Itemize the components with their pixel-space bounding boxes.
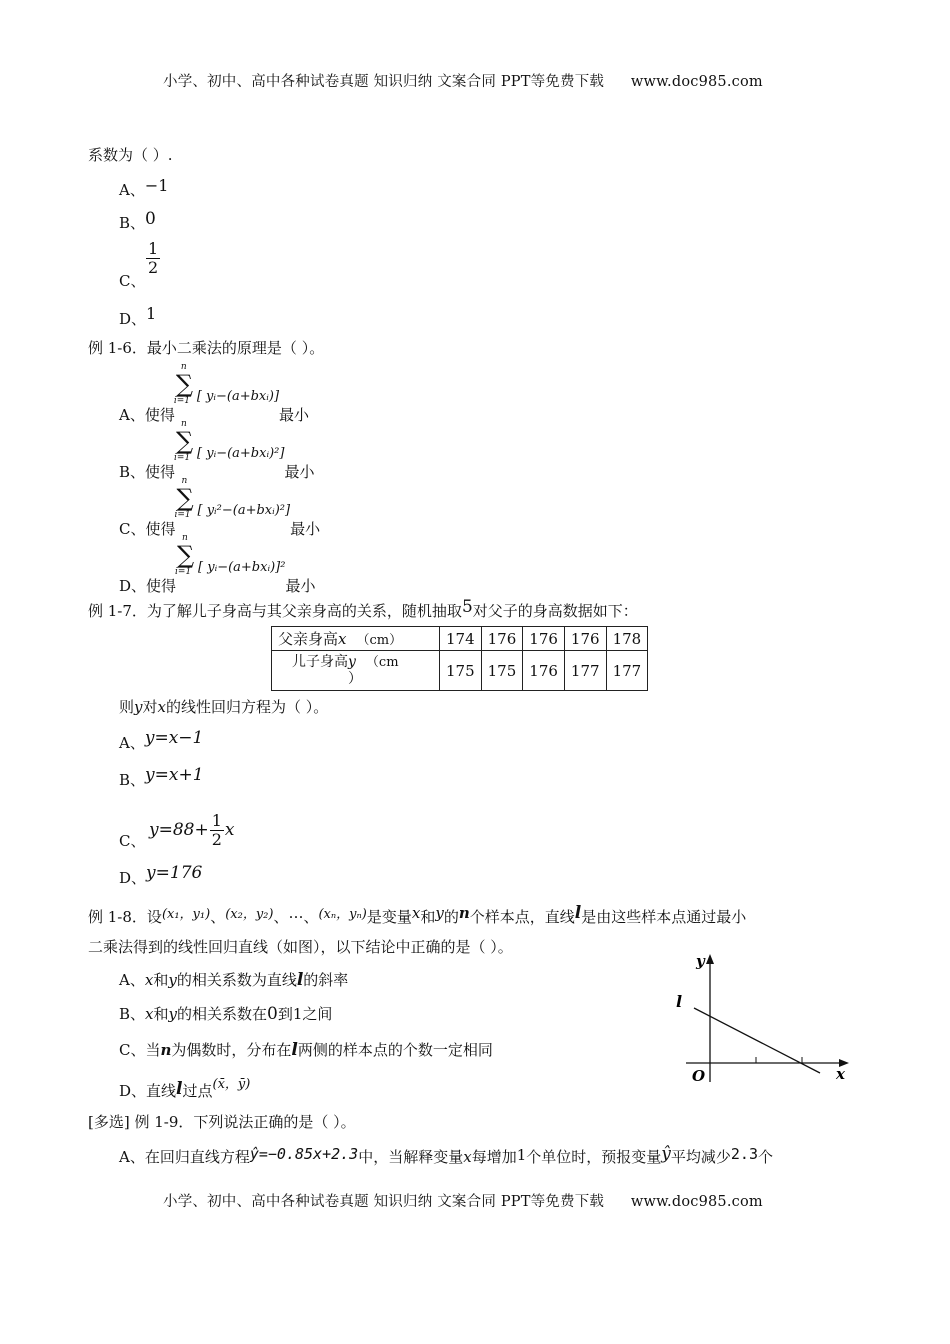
- option-value: 1: [146, 304, 157, 323]
- footer-url: www.doc985.com: [630, 1194, 763, 1210]
- var-y: y: [168, 971, 177, 989]
- q16-option-a: [119, 362, 310, 424]
- row-var: y: [348, 653, 356, 670]
- q18-option-c: [119, 1039, 493, 1060]
- q18-option-d: [119, 1072, 251, 1100]
- table-cell: 175: [481, 651, 523, 691]
- q16-stem: 例 1-6．最小二乘法的原理是（ ）。: [88, 339, 325, 357]
- text: 到: [277, 1005, 293, 1023]
- var-x: x: [157, 698, 166, 716]
- q18-stem-line1: [88, 902, 747, 926]
- var-l: l: [291, 1040, 298, 1060]
- text: 两侧的样本点的个数一定相同: [297, 1041, 493, 1059]
- value: 2.3: [730, 1145, 758, 1163]
- option-expression: [149, 812, 235, 849]
- var-y: y: [134, 698, 143, 716]
- sum-upper: n: [180, 362, 187, 372]
- row-label: 父亲身高: [278, 630, 339, 648]
- option-label: C、: [119, 272, 146, 290]
- text: 过点: [182, 1082, 213, 1100]
- var-y-hat: ŷ: [661, 1144, 671, 1164]
- var-n: n: [160, 1041, 172, 1059]
- sample-count: 5: [461, 597, 473, 617]
- fraction: [146, 240, 160, 277]
- q17-ask: [119, 696, 328, 717]
- text: 的相关系数在: [177, 1005, 268, 1023]
- sum-upper: n: [181, 419, 187, 429]
- separator: 、: [273, 908, 289, 926]
- var-x: x: [144, 971, 154, 989]
- separator: 、: [210, 908, 226, 926]
- mean-point: (x̄，ȳ): [212, 1077, 251, 1092]
- sum-lower: i=1: [174, 510, 191, 520]
- option-suffix: 最小: [284, 463, 315, 481]
- text: 之间: [302, 1005, 333, 1023]
- fraction: [210, 812, 224, 849]
- q15-stem-tail: 系数为（ ）.: [88, 146, 173, 164]
- q18-stem-line2: 二乘法得到的线性回归直线（如图），以下结论中正确的是（ ）。: [88, 938, 513, 956]
- q17-option-a: [119, 727, 204, 752]
- q17-stem: [88, 597, 638, 621]
- text: 每增加: [471, 1148, 517, 1166]
- text: 对: [142, 698, 158, 716]
- denominator: 2: [148, 258, 159, 277]
- table-cell: 175: [440, 651, 482, 691]
- regression-equation: ŷ=−0.85x+2.3: [249, 1145, 359, 1163]
- var-l: l: [296, 970, 304, 990]
- x-axis-label: x: [836, 1065, 845, 1083]
- table-cell: 177: [564, 651, 606, 691]
- var-l: l: [574, 903, 582, 923]
- q15-option-d: [119, 303, 157, 328]
- q19-stem: [多选] 例 1-9．下列说法正确的是（ ）。: [88, 1113, 356, 1131]
- denominator: 2: [211, 830, 222, 849]
- text: 的: [443, 908, 459, 926]
- option-label: A、: [119, 181, 145, 199]
- option-value: −1: [144, 176, 169, 195]
- point-n: (xₙ，yₙ): [318, 907, 367, 922]
- row-label: 儿子身高: [292, 653, 348, 670]
- text: B、: [119, 1005, 146, 1023]
- y-arrow: [706, 954, 714, 964]
- q17-option-c: [119, 802, 235, 850]
- numerator: 1: [211, 811, 222, 830]
- option-label: A、: [119, 734, 145, 752]
- q16-option-c: [119, 476, 321, 538]
- row-header: [272, 651, 440, 691]
- value-one: 1: [516, 1146, 527, 1164]
- var-x: x: [145, 1005, 154, 1023]
- summation: [173, 362, 197, 410]
- sum-symbol: ∑: [176, 484, 194, 512]
- sum-lower: i=1: [173, 396, 190, 406]
- page-footer: [163, 1190, 763, 1211]
- option-label: C、使得: [119, 520, 176, 538]
- q15-option-b: [119, 208, 156, 232]
- var-y: y: [435, 904, 444, 922]
- text: 例 1-8．设: [88, 908, 162, 926]
- option-label: D、: [119, 869, 147, 887]
- expr-post: x: [224, 820, 235, 840]
- row-unit: （cm）: [356, 633, 403, 648]
- q18-option-a: [119, 969, 348, 990]
- row-unit: （cm: [365, 654, 399, 670]
- expr-pre: y=88+: [149, 820, 209, 840]
- sum-expression: [ yᵢ−(a+bxᵢ)²]: [197, 446, 285, 461]
- text: 的线性回归方程为（ ）。: [165, 698, 329, 716]
- sum-symbol: ∑: [177, 541, 195, 569]
- q18-option-b: [119, 1003, 332, 1024]
- sum-expression: [ yᵢ−(a+bxᵢ)]: [196, 389, 280, 404]
- text: 的相关系数为直线: [176, 971, 297, 989]
- text: 的斜率: [303, 971, 349, 989]
- sum-symbol: ∑: [175, 370, 193, 398]
- q19-option-a: [119, 1146, 773, 1167]
- text: A、: [119, 971, 145, 989]
- option-suffix: 最小: [290, 520, 321, 538]
- table-row: [272, 651, 648, 691]
- footer-text: 小学、初中、高中各种试卷真题 知识归纳 文案合同 PPT等免费下载: [163, 1194, 605, 1210]
- line-label: l: [676, 992, 683, 1011]
- row-var: x: [338, 630, 347, 648]
- header-url: www.doc985.com: [630, 74, 763, 90]
- q15-option-c: [119, 239, 159, 290]
- text: 和: [420, 908, 436, 926]
- option-label: B、使得: [119, 463, 176, 481]
- sum-expression: [ yᵢ²−(a+bxᵢ)²]: [197, 503, 291, 518]
- ellipsis: …: [288, 904, 304, 922]
- header-text: 小学、初中、高中各种试卷真题 知识归纳 文案合同 PPT等免费下载: [163, 74, 605, 90]
- option-label: B、: [119, 771, 146, 789]
- value-zero: 0: [267, 1004, 278, 1024]
- var-x: x: [463, 1148, 472, 1166]
- sum-upper: n: [182, 533, 188, 543]
- point-1: (x₁，y₁): [161, 907, 211, 922]
- sum-expression: [ yᵢ−(a+bxᵢ)]²: [198, 560, 286, 575]
- text: 则: [119, 698, 135, 716]
- sum-lower: i=1: [174, 453, 191, 463]
- text: 中，当解释变量: [358, 1148, 464, 1166]
- table-cell: 178: [606, 627, 648, 651]
- text: A、在回归直线方程: [119, 1148, 250, 1166]
- row-header: [272, 627, 440, 651]
- option-suffix: 最小: [279, 406, 310, 424]
- numerator: 1: [148, 239, 159, 258]
- summation: [174, 476, 197, 524]
- q15-option-a: [119, 175, 169, 199]
- row-unit-close: ）: [348, 670, 362, 687]
- text: 和: [153, 971, 169, 989]
- summation: [175, 533, 198, 581]
- text: C、当: [119, 1041, 161, 1059]
- table-row: [272, 627, 648, 651]
- option-label: B、: [119, 214, 146, 232]
- option-value: 0: [145, 209, 156, 229]
- origin-label: O: [692, 1067, 706, 1085]
- option-expression: y=176: [146, 863, 203, 883]
- stem-part: 例 1-7．为了解儿子身高与其父亲身高的关系，随机抽取: [88, 602, 462, 620]
- option-expression: y=x+1: [145, 765, 204, 785]
- option-expression: y=x−1: [144, 728, 204, 748]
- table-cell: 176: [523, 627, 565, 651]
- summation: [174, 419, 197, 467]
- height-table: [271, 626, 648, 691]
- text: 平均减少: [670, 1148, 731, 1166]
- table-cell: 174: [440, 627, 482, 651]
- text: 是变量: [366, 908, 412, 926]
- text: D、直线: [119, 1082, 177, 1100]
- sum-upper: n: [181, 476, 188, 486]
- var-l: l: [176, 1079, 183, 1099]
- point-2: (x₂，y₂): [225, 907, 274, 922]
- table-cell: 176: [564, 627, 606, 651]
- value-one: 1: [292, 1005, 303, 1023]
- option-label: A、使得: [119, 406, 175, 424]
- q17-option-b: [119, 764, 204, 789]
- sum-symbol: ∑: [176, 427, 194, 455]
- q17-option-d: [119, 862, 203, 887]
- table-cell: 176: [523, 651, 565, 691]
- y-axis-label: y: [696, 952, 705, 970]
- page-header: [163, 70, 763, 91]
- text: 是由这些样本点通过最小: [581, 908, 747, 926]
- text: 和: [153, 1005, 169, 1023]
- option-label: D、: [119, 310, 147, 328]
- text: 为偶数时，分布在: [171, 1041, 292, 1059]
- table-cell: 177: [606, 651, 648, 691]
- var-y: y: [168, 1005, 177, 1023]
- text: 个: [758, 1148, 774, 1166]
- stem-part: 对父子的身高数据如下：: [472, 602, 638, 620]
- table-cell: 176: [481, 627, 523, 651]
- text: 个单位时，预报变量: [526, 1148, 662, 1166]
- q16-option-b: [119, 419, 315, 481]
- var-n: n: [458, 904, 470, 922]
- text: 个样本点，直线: [469, 908, 575, 926]
- regression-figure: [672, 950, 852, 1090]
- q16-option-d: [119, 533, 316, 595]
- separator: 、: [303, 908, 319, 926]
- option-label: C、: [119, 832, 146, 850]
- sum-lower: i=1: [175, 567, 192, 577]
- option-label: D、使得: [119, 577, 177, 595]
- var-x: x: [411, 904, 421, 922]
- option-suffix: 最小: [285, 577, 316, 595]
